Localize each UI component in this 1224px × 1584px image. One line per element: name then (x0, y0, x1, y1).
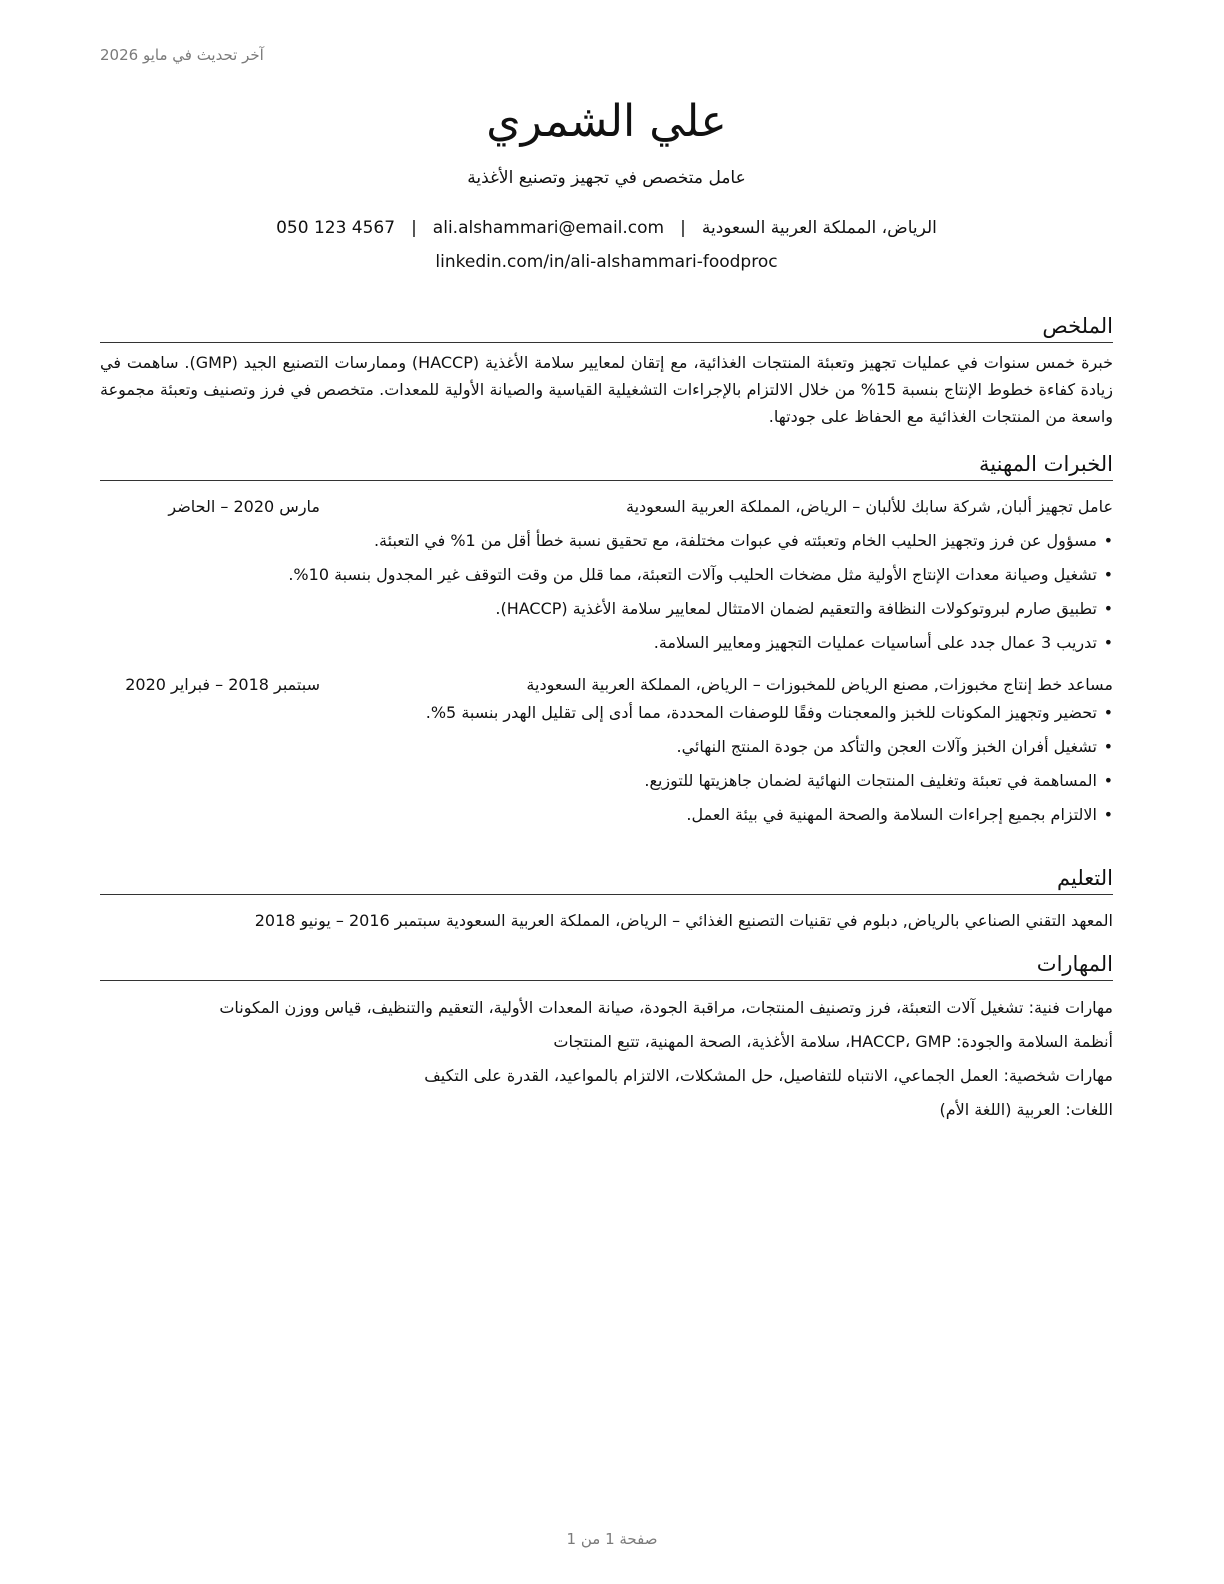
resume-header (100, 92, 1113, 274)
experience-section (100, 450, 1113, 827)
linkedin-link[interactable]: linkedin.com/in/ali-alshammari-foodproc (435, 252, 778, 272)
contact-line (100, 216, 1113, 240)
job-role-company: مساعد خط إنتاج مخبوزات, مصنع الرياض للمخبوزات – الرياض، المملكة العربية السعودية (526, 675, 1113, 694)
job-dates: مارس 2020 – الحاضر (168, 497, 320, 516)
job-role-company: عامل تجهيز ألبان, شركة سابك للألبان – الرياض، المملكة العربية السعودية (625, 497, 1113, 516)
list-item (100, 769, 1113, 793)
contact-location: الرياض، المملكة العربية السعودية (701, 218, 937, 238)
education-section (100, 864, 1113, 933)
job-dates: سبتمبر 2018 – فبراير 2020 (125, 675, 320, 694)
list-item (100, 597, 1113, 621)
page-number: صفحة 1 من 1 (566, 1530, 658, 1548)
contact-separator: | (411, 218, 417, 238)
bullet-icon: • (1103, 771, 1113, 790)
section-heading-skills: المهارات (100, 950, 1113, 981)
bullet-text: الالتزام بجميع إجراءات السلامة والصحة المهنية في بيئة العمل. (686, 805, 1097, 824)
bullet-icon: • (1103, 805, 1113, 824)
contact-separator: | (680, 218, 686, 238)
last-updated: آخر تحديث في مايو 2026 (100, 46, 264, 64)
summary-text: خبرة خمس سنوات في عمليات تجهيز وتعبئة المنتجات الغذائية، مع إتقان لمعايير سلامة الأغذية (HACCP) وممارسات التصنيع الجيد (GMP). ساهمت في زيادة كفاءة خطوط الإنتاج بنسبة 15% من خلال الالتزام بالإجراءات التشغيلية القياسية والصيانة الأولية للمعدات. متخصص في فرز وتصنيف وتعبئة مجموعة واسعة من المنتجات الغذائية مع الحفاظ على جودتها. (100, 353, 1114, 426)
list-item (100, 631, 1113, 655)
job-header (100, 495, 1113, 519)
bullet-text: تدريب 3 عمال جدد على أساسيات عمليات التجهيز ومعايير السلامة. (653, 633, 1097, 652)
bullet-text: تحضير وتجهيز المكونات للخبز والمعجنات وفقًا للوصفات المحددة، مما أدى إلى تقليل الهدر بنسبة 5%. (425, 703, 1097, 722)
education-entry: المعهد التقني الصناعي بالرياض, دبلوم في تقنيات التصنيع الغذائي – الرياض، المملكة العربية السعودية سبتمبر 2016 – يونيو 2018 (254, 911, 1113, 930)
section-heading-education: التعليم (100, 864, 1113, 895)
candidate-title: عامل متخصص في تجهيز وتصنيع الأغذية (467, 168, 746, 188)
bullet-icon: • (1103, 531, 1113, 550)
skills-safety-quality: أنظمة السلامة والجودة: HACCP، GMP، سلامة الأغذية، الصحة المهنية، تتبع المنتجات (553, 1032, 1113, 1051)
job-header (100, 673, 1113, 697)
bullet-text: مسؤول عن فرز وتجهيز الحليب الخام وتعبئته في عبوات مختلفة، مع تحقيق نسبة خطأ أقل من 1% في التعبئة. (373, 531, 1097, 550)
section-heading-summary: الملخص (100, 312, 1113, 343)
list-item (100, 529, 1113, 553)
skills-section (100, 950, 1113, 1123)
summary-section (100, 312, 1113, 430)
bullet-text: تشغيل وصيانة معدات الإنتاج الأولية مثل مضخات الحليب وآلات التعبئة، مما قلل من وقت التوقف غير المجدول بنسبة 10%. (288, 565, 1097, 584)
bullet-icon: • (1103, 633, 1113, 652)
contact-email[interactable]: ali.alshammari@email.com (432, 218, 665, 238)
contact-phone: 050 123 4567 (276, 218, 396, 238)
bullet-icon: • (1103, 737, 1113, 756)
job-bullets (100, 529, 1113, 655)
job-bullets (100, 701, 1113, 827)
list-item (100, 735, 1113, 759)
section-heading-experience: الخبرات المهنية (100, 450, 1113, 481)
job-entry (100, 673, 1113, 827)
job-entry (100, 495, 1113, 655)
bullet-icon: • (1103, 703, 1113, 722)
skills-languages: اللغات: العربية (اللغة الأم) (939, 1100, 1113, 1119)
bullet-icon: • (1103, 565, 1113, 584)
list-item (100, 701, 1113, 725)
candidate-name: علي الشمري (486, 96, 727, 147)
list-item (100, 803, 1113, 827)
bullet-icon: • (1103, 599, 1113, 618)
skills-technical: مهارات فنية: تشغيل آلات التعبئة، فرز وتصنيف المنتجات، مراقبة الجودة، صيانة المعدات الأولية، التعقيم والتنظيف، قياس ووزن المكونات (219, 998, 1113, 1017)
bullet-text: تطبيق صارم لبروتوكولات النظافة والتعقيم لضمان الامتثال لمعايير سلامة الأغذية (HACCP). (495, 599, 1097, 618)
bullet-text: المساهمة في تعبئة وتغليف المنتجات النهائية لضمان جاهزيتها للتوزيع. (644, 771, 1097, 790)
skills-soft: مهارات شخصية: العمل الجماعي، الانتباه للتفاصيل، حل المشكلات، الالتزام بالمواعيد، القدرة على التكيف (424, 1066, 1113, 1085)
bullet-text: تشغيل أفران الخبز وآلات العجن والتأكد من جودة المنتج النهائي. (676, 737, 1097, 756)
list-item (100, 563, 1113, 587)
